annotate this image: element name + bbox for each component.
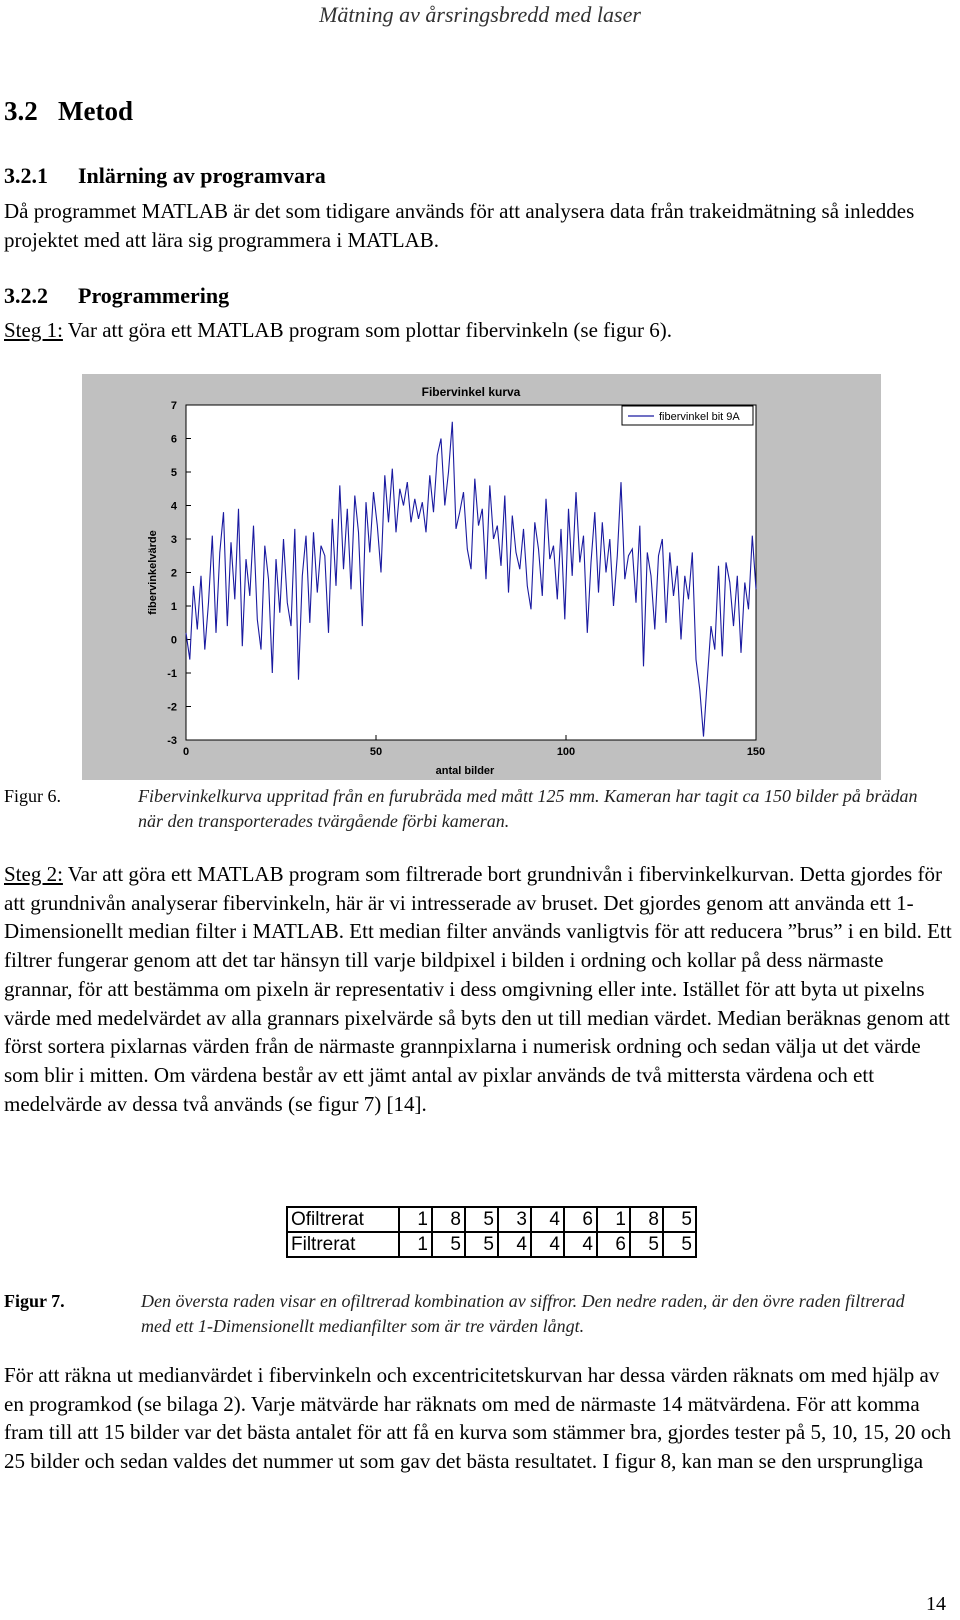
subsection-heading-1 (4, 161, 326, 191)
section-number: 3.2 (4, 96, 38, 126)
chart-title: Fibervinkel kurva (421, 385, 521, 399)
subsection-number: 3.2.2 (4, 283, 48, 308)
figure-6-chart (82, 374, 881, 780)
x-axis-label: antal bilder (435, 765, 495, 777)
line-chart (82, 374, 881, 780)
subsection-heading-2 (4, 281, 229, 311)
legend-entry: fibervinkel bit 9A (659, 411, 740, 423)
y-tick-label: 4 (170, 500, 177, 513)
x-tick-label: 150 (746, 746, 766, 758)
y-tick-label: 3 (170, 534, 177, 546)
table-cell: 3 (498, 1207, 531, 1232)
table-cell: 5 (663, 1207, 696, 1232)
table-cell: 6 (564, 1207, 597, 1232)
subsection-number: 3.2.1 (4, 163, 48, 188)
x-tick-label: 0 (182, 746, 190, 758)
table-cell: 1 (399, 1207, 432, 1232)
figure-7-label: Figur 7. (4, 1291, 65, 1311)
figure-6-caption: Fibervinkelkurva uppritad från en furubräda med mått 125 mm. Kameran har tagit ca 150 bilder på brädan när den transporterades tvärgående förbi kameran. (138, 786, 918, 831)
step-1-label: Steg 1: (4, 318, 63, 342)
median-filter-table (286, 1206, 697, 1258)
page-number: 14 (926, 1593, 946, 1615)
table-cell: 4 (531, 1207, 564, 1232)
table-cell: 1 (597, 1207, 630, 1232)
table-cell: 5 (630, 1232, 663, 1257)
step-2-body: Var att göra ett MATLAB program som filtrerade bort grundnivån i fibervinkelkurvan. Detta gjordes för att grundnivån analyserar fibervinkeln, här är vi intresserade av bruset. Det gjordes genom att använda ett 1-Dimensionellt median filter i MATLAB. Ett median filter används vanligtvis för att reducera ”brus” i en bild. Ett filtrer fungerar genom att det tar hänsyn till varje bildpixel i bilden i ordning och kollar på dess närmaste grannar, för att bestämma om pixeln är representativ i dess omgivning eller inte. Istället för att byta ut pixelns värde med medelvärdet av alla grannars pixelvärde så byts den ut till median värdet. Median beräknas genom att först sortera pixlarnas värden från de närmaste grannpixlarna i numerisk ordning och sedan välja ut det värde som blir i mitten. Om värdena består av ett jämt antal av pixlar används de två mittersta värdena och ett medelvärde av dessa två används (se figur 7) [14]. (4, 862, 952, 1116)
section-title: Metod (58, 96, 133, 126)
table-cell: 6 (597, 1232, 630, 1257)
row-label: Filtrerat (287, 1232, 399, 1257)
y-tick-label: -3 (167, 735, 177, 747)
running-header: Mätning av årsringsbredd med laser (319, 2, 641, 27)
y-tick-label: -1 (167, 668, 177, 680)
y-tick-label: 0 (170, 634, 177, 647)
y-tick-label: 6 (170, 433, 177, 446)
plot-area (186, 405, 756, 740)
table-cell: 4 (498, 1232, 531, 1257)
y-tick-label: 5 (170, 467, 177, 479)
y-tick-label: -2 (167, 701, 177, 714)
step-1-text (4, 316, 954, 345)
table-row-filtered (287, 1232, 696, 1257)
row-label: Ofiltrerat (287, 1207, 399, 1232)
table-cell: 4 (564, 1232, 597, 1257)
final-paragraph: För att räkna ut medianvärdet i fibervinkeln och excentricitetskurvan har dessa värden räknats om med hjälp av en programkod (se bilaga 2). Varje mätvärde har räknats om med de närmaste 14 mätvärdena. För att komma fram till att 15 bilder var det bästa antalet för att få en kurva som stämmer bra, gjordes tester på 5, 10, 15, 20 och 25 bilder och sedan valdes det nummer ut som gav det bästa resultatet. I figur 8, kan man se den ursprungliga (4, 1363, 952, 1474)
table-cell: 5 (432, 1232, 465, 1257)
subsection-title: Programmering (78, 283, 230, 308)
y-tick-label: 2 (170, 567, 177, 580)
y-axis-label: fibervinkelvärde (147, 530, 159, 615)
step-2-label: Steg 2: (4, 862, 63, 886)
table-cell: 4 (531, 1232, 564, 1257)
figure-6-label: Figur 6. (4, 786, 62, 806)
y-tick-label: 7 (170, 400, 177, 412)
x-tick-label: 50 (369, 746, 383, 758)
step-1-body: Var att göra ett MATLAB program som plottar fibervinkeln (se figur 6). (62, 318, 672, 342)
step-2-text (4, 860, 954, 1118)
x-tick-label: 100 (556, 746, 576, 758)
table-cell: 5 (465, 1207, 498, 1232)
y-tick-label: 1 (170, 601, 177, 613)
table-cell: 8 (630, 1207, 663, 1232)
table-cell: 8 (432, 1207, 465, 1232)
figure-7-caption: Den översta raden visar en ofiltrerad kombination av siffror. Den nedre raden, är den övre raden filtrerad med ett 1-Dimensionellt medianfilter som är tre värden långt. (141, 1291, 905, 1336)
table-cell: 5 (663, 1232, 696, 1257)
section-heading (4, 96, 133, 127)
subsection-title: Inlärning av programvara (78, 163, 326, 188)
table-row-unfiltered (287, 1207, 696, 1232)
subsection-1-text: Då programmet MATLAB är det som tidigare används för att analysera data från trakeidmätning så inleddes projektet med att lära sig programmera i MATLAB. (4, 199, 915, 252)
table-cell: 1 (399, 1232, 432, 1257)
table-cell: 5 (465, 1232, 498, 1257)
